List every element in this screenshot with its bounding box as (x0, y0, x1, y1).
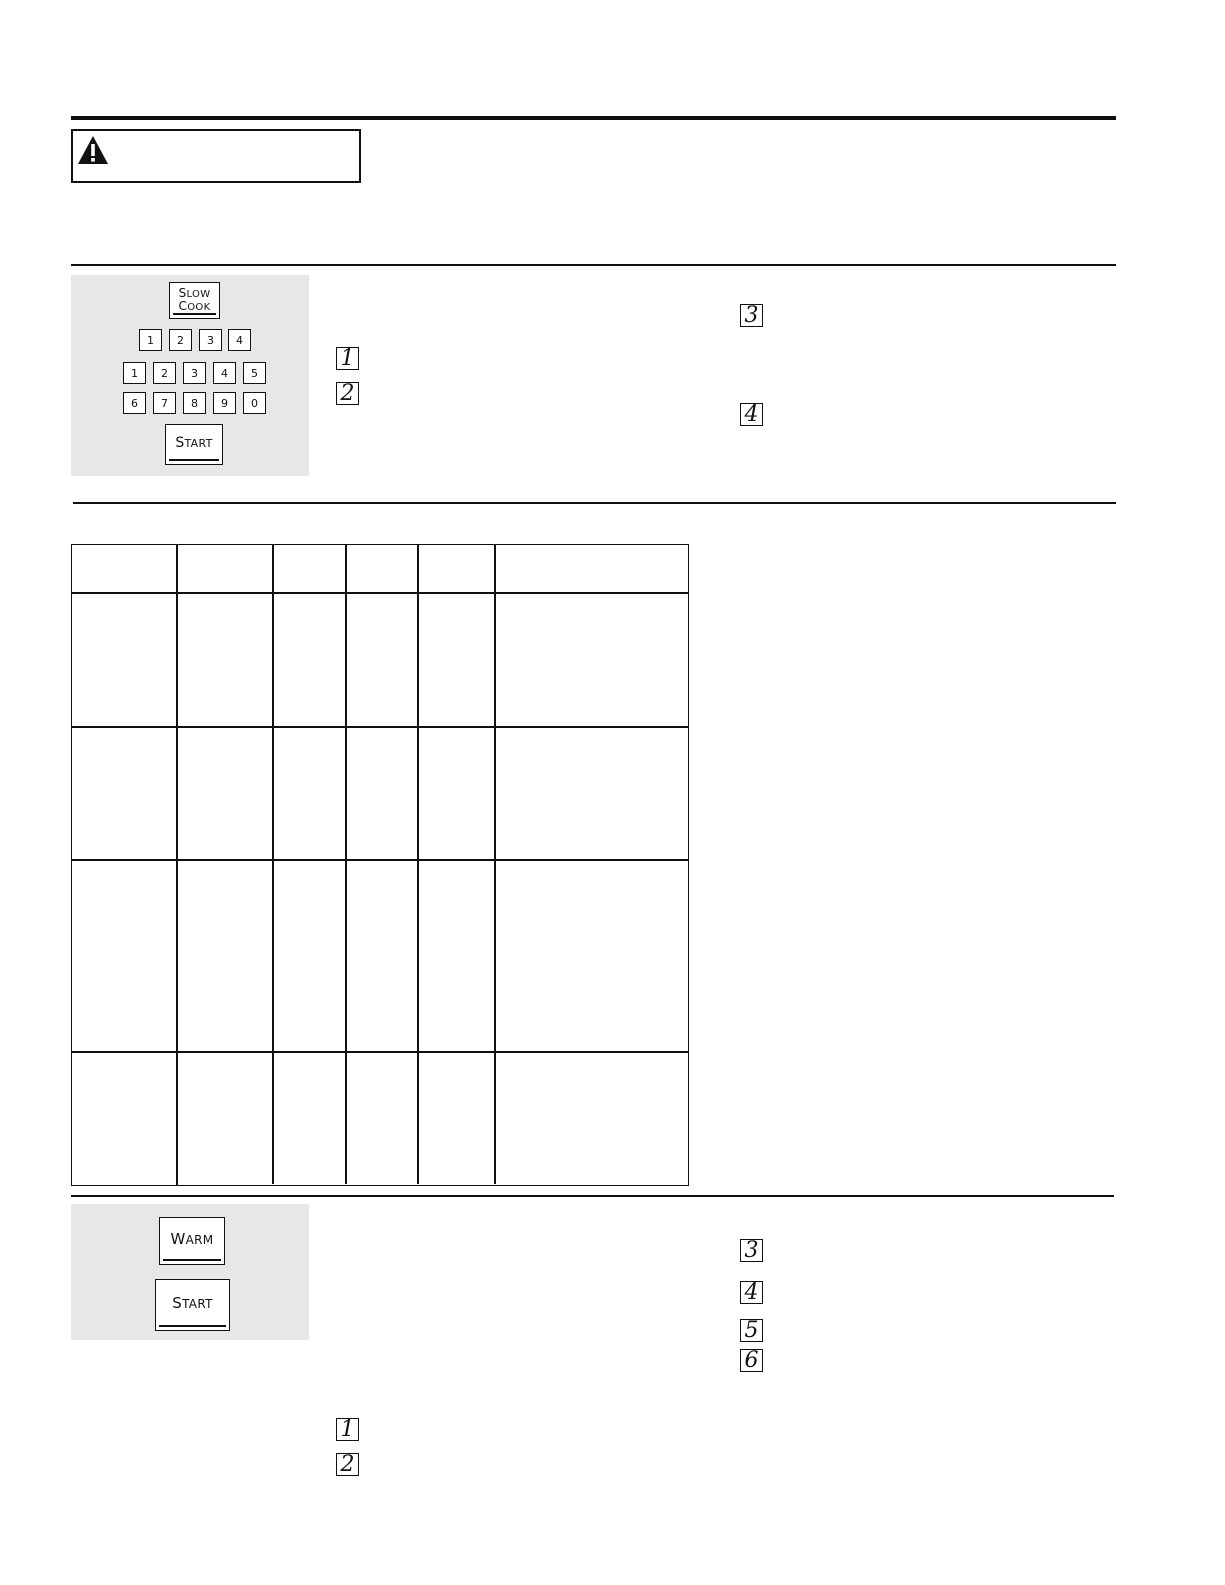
number-key-8[interactable]: 8 (183, 392, 206, 414)
warm-key[interactable]: WARM (159, 1217, 225, 1265)
step-marker-4: 4 (740, 403, 763, 426)
number-key-0[interactable]: 0 (243, 392, 266, 414)
number-key-9[interactable]: 9 (213, 392, 236, 414)
step-marker-6: 6 (740, 1349, 763, 1372)
step-marker-1: 1 (336, 347, 359, 370)
warning-triangle-icon (76, 134, 110, 170)
section-rule-slow-cook (71, 264, 1116, 266)
step-marker-5: 5 (740, 1319, 763, 1342)
table-header-divider (71, 592, 689, 594)
section-rule-table (73, 502, 1116, 504)
number-key-6[interactable]: 6 (123, 392, 146, 414)
table-row-divider (71, 726, 689, 728)
number-key-2[interactable]: 2 (153, 362, 176, 384)
table-column-divider (417, 544, 419, 1184)
table-column-divider (345, 544, 347, 1184)
start-key-warm[interactable]: START (155, 1279, 230, 1331)
step-marker-3: 3 (740, 1239, 763, 1262)
top-rule (71, 116, 1116, 120)
slow-cook-guide-table (71, 544, 689, 1186)
warning-box (71, 129, 361, 183)
number-key-4[interactable]: 4 (213, 362, 236, 384)
number-key-3[interactable]: 3 (183, 362, 206, 384)
step-marker-2: 2 (336, 1453, 359, 1476)
step-marker-3: 3 (740, 304, 763, 327)
table-column-divider (494, 544, 496, 1184)
number-key-7[interactable]: 7 (153, 392, 176, 414)
number-key-5[interactable]: 5 (243, 362, 266, 384)
step-marker-2: 2 (336, 382, 359, 405)
section-rule-warm (71, 1195, 1114, 1197)
number-key-1[interactable]: 1 (123, 362, 146, 384)
power-level-key-1[interactable]: 1 (139, 329, 162, 351)
start-key-slow-cook[interactable]: START (165, 424, 223, 465)
step-marker-1: 1 (336, 1418, 359, 1441)
power-level-key-4[interactable]: 4 (228, 329, 251, 351)
table-row-divider (71, 1051, 689, 1053)
power-level-key-2[interactable]: 2 (169, 329, 192, 351)
slow-cook-key[interactable]: SLOW COOK (169, 282, 220, 319)
step-marker-4: 4 (740, 1281, 763, 1304)
table-column-divider (176, 544, 178, 1186)
power-level-key-3[interactable]: 3 (199, 329, 222, 351)
table-column-divider (272, 544, 274, 1184)
table-row-divider (71, 859, 689, 861)
